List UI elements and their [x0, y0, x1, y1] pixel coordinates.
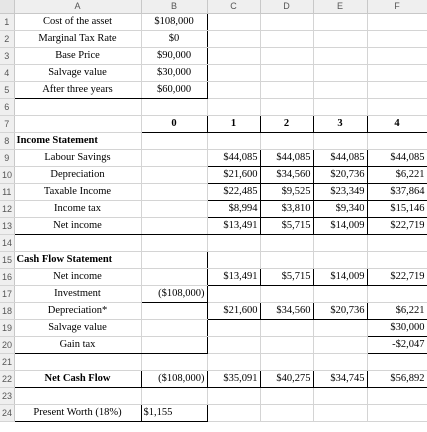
cell-c16[interactable]: $13,491 — [207, 269, 260, 286]
row-header[interactable]: 15 — [0, 252, 14, 269]
cell-d19[interactable] — [260, 320, 313, 337]
cell-d2[interactable] — [260, 31, 313, 48]
cell-d23[interactable] — [260, 388, 313, 405]
cell-d17[interactable] — [260, 286, 313, 303]
cell-b20[interactable] — [141, 337, 207, 354]
table-row — [0, 184, 427, 201]
table-row — [0, 65, 427, 82]
cell-e13[interactable]: $14,009 — [313, 218, 367, 235]
row-header[interactable]: 12 — [0, 201, 14, 218]
cell-c7[interactable]: 1 — [207, 116, 260, 133]
cell-d6[interactable] — [260, 99, 313, 116]
table-row — [0, 320, 427, 337]
cell-a15[interactable]: Cash Flow Statement — [14, 252, 141, 269]
cell-e10[interactable]: $20,736 — [313, 167, 367, 184]
column-header-e[interactable]: E — [313, 0, 367, 14]
cell-b3[interactable]: $90,000 — [141, 48, 207, 65]
cell-e21[interactable] — [313, 354, 367, 371]
cell-e12[interactable]: $9,340 — [313, 201, 367, 218]
cell-f20[interactable]: -$2,047 — [367, 337, 427, 354]
cell-f5[interactable] — [367, 82, 427, 99]
cell-a22[interactable]: Net Cash Flow — [14, 371, 141, 388]
cell-c21[interactable] — [207, 354, 260, 371]
cell-b9[interactable] — [141, 150, 207, 167]
row-header[interactable]: 6 — [0, 99, 14, 116]
cell-b11[interactable] — [141, 184, 207, 201]
cell-e9[interactable]: $44,085 — [313, 150, 367, 167]
cell-c24[interactable] — [207, 405, 260, 422]
cell-c19[interactable] — [207, 320, 260, 337]
cell-f13[interactable]: $22,719 — [367, 218, 427, 235]
cell-d15[interactable] — [260, 252, 313, 269]
row-header[interactable]: 5 — [0, 82, 14, 99]
cell-e15[interactable] — [313, 252, 367, 269]
cell-e16[interactable]: $14,009 — [313, 269, 367, 286]
cell-a16[interactable]: Net income — [14, 269, 141, 286]
cell-d11[interactable]: $9,525 — [260, 184, 313, 201]
row-header[interactable]: 24 — [0, 405, 14, 422]
table-row — [0, 303, 427, 320]
table-row — [0, 167, 427, 184]
cell-e19[interactable] — [313, 320, 367, 337]
cell-f7[interactable]: 4 — [367, 116, 427, 133]
table-row — [0, 269, 427, 286]
cell-f15[interactable] — [367, 252, 427, 269]
row-header[interactable]: 8 — [0, 133, 14, 150]
row-header[interactable]: 1 — [0, 14, 14, 31]
cell-f9[interactable]: $44,085 — [367, 150, 427, 167]
cell-b4[interactable]: $30,000 — [141, 65, 207, 82]
cell-c1[interactable] — [207, 14, 260, 31]
row-header[interactable]: 18 — [0, 303, 14, 320]
cell-e20[interactable] — [313, 337, 367, 354]
cell-b14[interactable] — [141, 235, 207, 252]
cell-f19[interactable]: $30,000 — [367, 320, 427, 337]
cell-e22[interactable]: $34,745 — [313, 371, 367, 388]
cell-b13[interactable] — [141, 218, 207, 235]
cell-b1[interactable]: $108,000 — [141, 14, 207, 31]
table-row — [0, 31, 427, 48]
cell-d3[interactable] — [260, 48, 313, 65]
cell-a8[interactable]: Income Statement — [14, 133, 141, 150]
cell-a10[interactable]: Depreciation — [14, 167, 141, 184]
cell-e18[interactable]: $20,736 — [313, 303, 367, 320]
cell-b16[interactable] — [141, 269, 207, 286]
table-row — [0, 201, 427, 218]
cell-e2[interactable] — [313, 31, 367, 48]
cell-c8[interactable] — [207, 133, 260, 150]
row-header[interactable]: 14 — [0, 235, 14, 252]
cell-b2[interactable]: $0 — [141, 31, 207, 48]
cell-b18[interactable] — [141, 303, 207, 320]
cell-a12[interactable]: Income tax — [14, 201, 141, 218]
cell-a18[interactable]: Depreciation* — [14, 303, 141, 320]
cell-a13[interactable]: Net income — [14, 218, 141, 235]
select-all-corner[interactable] — [0, 0, 14, 14]
cell-b7[interactable]: 0 — [141, 116, 207, 133]
cell-a17[interactable]: Investment — [14, 286, 141, 303]
cell-a2[interactable]: Marginal Tax Rate — [14, 31, 141, 48]
cell-a14[interactable] — [14, 235, 141, 252]
row-header[interactable]: 10 — [0, 167, 14, 184]
table-row — [0, 133, 427, 150]
cell-f14[interactable] — [367, 235, 427, 252]
row-header[interactable]: 16 — [0, 269, 14, 286]
cell-a3[interactable]: Base Price — [14, 48, 141, 65]
cell-a1[interactable]: Cost of the asset — [14, 14, 141, 31]
cell-d4[interactable] — [260, 65, 313, 82]
row-header[interactable]: 17 — [0, 286, 14, 303]
cell-c6[interactable] — [207, 99, 260, 116]
table-row — [0, 150, 427, 167]
cell-a5[interactable]: After three years — [14, 82, 141, 99]
cell-a24[interactable]: Present Worth (18%) — [14, 405, 141, 422]
cell-b12[interactable] — [141, 201, 207, 218]
table-row — [0, 48, 427, 65]
cell-c15[interactable] — [207, 252, 260, 269]
table-row — [0, 252, 427, 269]
cell-d8[interactable] — [260, 133, 313, 150]
cell-f23[interactable] — [367, 388, 427, 405]
cell-a9[interactable]: Labour Savings — [14, 150, 141, 167]
table-row — [0, 99, 427, 116]
row-header[interactable]: 19 — [0, 320, 14, 337]
cell-d7[interactable]: 2 — [260, 116, 313, 133]
cell-a21[interactable] — [14, 354, 141, 371]
cell-f4[interactable] — [367, 65, 427, 82]
cell-c11[interactable]: $22,485 — [207, 184, 260, 201]
table-row — [0, 235, 427, 252]
cell-d18[interactable]: $34,560 — [260, 303, 313, 320]
table-row — [0, 354, 427, 371]
row-header[interactable]: 20 — [0, 337, 14, 354]
cell-b15[interactable] — [141, 252, 207, 269]
cell-c9[interactable]: $44,085 — [207, 150, 260, 167]
cell-e5[interactable] — [313, 82, 367, 99]
cell-d16[interactable]: $5,715 — [260, 269, 313, 286]
table-row — [0, 337, 427, 354]
cell-d12[interactable]: $3,810 — [260, 201, 313, 218]
cell-f11[interactable]: $37,864 — [367, 184, 427, 201]
cell-c18[interactable]: $21,600 — [207, 303, 260, 320]
cell-a6[interactable] — [14, 99, 141, 116]
cell-c4[interactable] — [207, 65, 260, 82]
column-header-b[interactable]: B — [141, 0, 207, 14]
cell-c3[interactable] — [207, 48, 260, 65]
cell-f16[interactable]: $22,719 — [367, 269, 427, 286]
cell-e1[interactable] — [313, 14, 367, 31]
cell-f3[interactable] — [367, 48, 427, 65]
cell-e8[interactable] — [313, 133, 367, 150]
cell-f8[interactable] — [367, 133, 427, 150]
cell-b6[interactable] — [141, 99, 207, 116]
row-header[interactable]: 9 — [0, 150, 14, 167]
cell-f6[interactable] — [367, 99, 427, 116]
cell-f10[interactable]: $6,221 — [367, 167, 427, 184]
cell-a23[interactable] — [14, 388, 141, 405]
table-row — [0, 116, 427, 133]
cell-f12[interactable]: $15,146 — [367, 201, 427, 218]
table-row — [0, 405, 427, 422]
cell-a19[interactable]: Salvage value — [14, 320, 141, 337]
cell-f22[interactable]: $56,892 — [367, 371, 427, 388]
row-header[interactable]: 23 — [0, 388, 14, 405]
cell-e3[interactable] — [313, 48, 367, 65]
cell-b21[interactable] — [141, 354, 207, 371]
row-header[interactable]: 2 — [0, 31, 14, 48]
cell-e14[interactable] — [313, 235, 367, 252]
cell-b23[interactable] — [141, 388, 207, 405]
row-header[interactable]: 13 — [0, 218, 14, 235]
row-header[interactable]: 4 — [0, 65, 14, 82]
cell-e11[interactable]: $23,349 — [313, 184, 367, 201]
cell-a20[interactable]: Gain tax — [14, 337, 141, 354]
cell-a7[interactable] — [14, 116, 141, 133]
cell-c23[interactable] — [207, 388, 260, 405]
cell-f17[interactable] — [367, 286, 427, 303]
cell-d24[interactable] — [260, 405, 313, 422]
cell-d13[interactable]: $5,715 — [260, 218, 313, 235]
cell-d20[interactable] — [260, 337, 313, 354]
cell-e7[interactable]: 3 — [313, 116, 367, 133]
cell-d21[interactable] — [260, 354, 313, 371]
cell-d5[interactable] — [260, 82, 313, 99]
table-row — [0, 218, 427, 235]
row-header[interactable]: 21 — [0, 354, 14, 371]
cell-e23[interactable] — [313, 388, 367, 405]
cell-e17[interactable] — [313, 286, 367, 303]
cell-b5[interactable]: $60,000 — [141, 82, 207, 99]
cell-d14[interactable] — [260, 235, 313, 252]
table-row — [0, 388, 427, 405]
table-row — [0, 82, 427, 99]
cell-f24[interactable] — [367, 405, 427, 422]
table-row — [0, 371, 427, 388]
cell-f18[interactable]: $6,221 — [367, 303, 427, 320]
cell-c22[interactable]: $35,091 — [207, 371, 260, 388]
cell-b17[interactable]: ($108,000) — [141, 286, 207, 303]
column-header-d[interactable]: D — [260, 0, 313, 14]
cell-c20[interactable] — [207, 337, 260, 354]
row-header[interactable]: 3 — [0, 48, 14, 65]
cell-b24[interactable]: $1,155 — [141, 405, 207, 422]
table-row — [0, 286, 427, 303]
cell-e6[interactable] — [313, 99, 367, 116]
cell-a4[interactable]: Salvage value — [14, 65, 141, 82]
cell-b10[interactable] — [141, 167, 207, 184]
column-header-c[interactable]: C — [207, 0, 260, 14]
cell-c13[interactable]: $13,491 — [207, 218, 260, 235]
table-row — [0, 14, 427, 31]
cell-b19[interactable] — [141, 320, 207, 337]
cell-b22[interactable]: ($108,000) — [141, 371, 207, 388]
cell-e24[interactable] — [313, 405, 367, 422]
cell-c17[interactable] — [207, 286, 260, 303]
row-header[interactable]: 11 — [0, 184, 14, 201]
cell-f2[interactable] — [367, 31, 427, 48]
cell-e4[interactable] — [313, 65, 367, 82]
column-header-a[interactable]: A — [14, 0, 141, 14]
cell-c5[interactable] — [207, 82, 260, 99]
cell-a11[interactable]: Taxable Income — [14, 184, 141, 201]
cell-d1[interactable] — [260, 14, 313, 31]
column-header-row — [0, 0, 427, 14]
cell-b8[interactable] — [141, 133, 207, 150]
cell-c12[interactable]: $8,994 — [207, 201, 260, 218]
cell-d10[interactable]: $34,560 — [260, 167, 313, 184]
column-header-f[interactable]: F — [367, 0, 427, 14]
row-header[interactable]: 22 — [0, 371, 14, 388]
cell-c2[interactable] — [207, 31, 260, 48]
cell-f1[interactable] — [367, 14, 427, 31]
cell-f21[interactable] — [367, 354, 427, 371]
cell-c14[interactable] — [207, 235, 260, 252]
cell-c10[interactable]: $21,600 — [207, 167, 260, 184]
row-header[interactable]: 7 — [0, 116, 14, 133]
cell-d22[interactable]: $40,275 — [260, 371, 313, 388]
cell-d9[interactable]: $44,085 — [260, 150, 313, 167]
